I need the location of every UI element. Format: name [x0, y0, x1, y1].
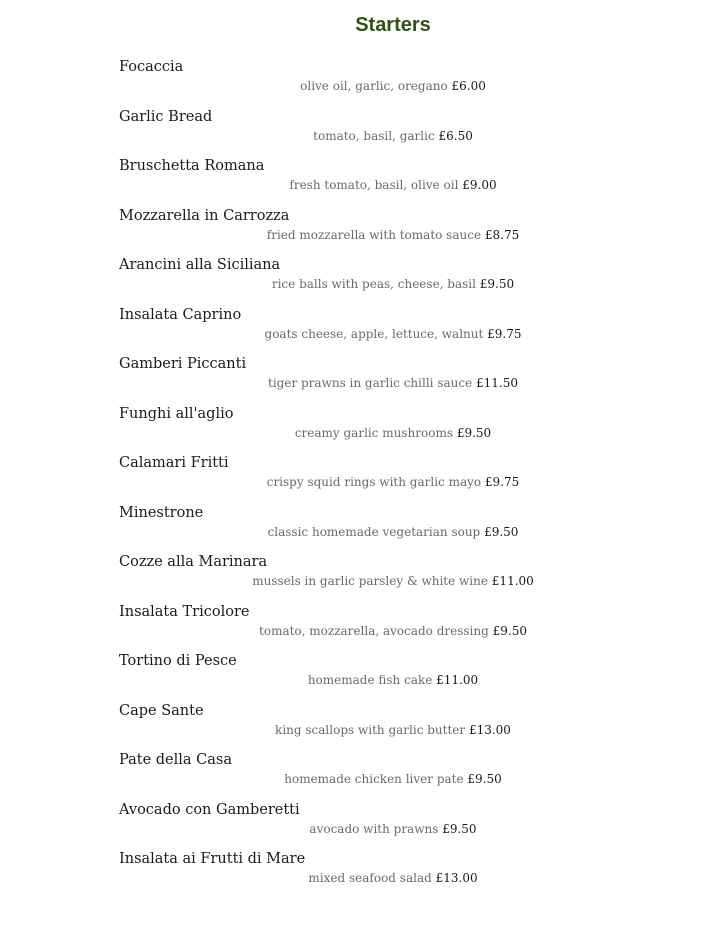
- menu-item: [0, 59, 712, 103]
- menu-item-description: classic homemade vegetarian soup: [267, 524, 485, 539]
- menu-item-name: Mozzarella in Carrozza: [119, 207, 290, 224]
- menu-item-name: Focaccia: [119, 59, 184, 75]
- menu-item-description: homemade fish cake: [307, 673, 437, 687]
- menu-item: [0, 208, 712, 252]
- menu-item: [0, 851, 712, 895]
- menu-item-detail: [0, 426, 712, 440]
- menu-item-description: fresh tomato, basil, olive oil: [289, 178, 463, 192]
- menu-item-name: Tortino di Pesce: [119, 653, 237, 669]
- menu-item-detail: [0, 376, 712, 390]
- menu-item: [0, 356, 712, 400]
- menu-item-price: £9.50: [442, 821, 477, 836]
- menu-item-name: Pate della Casa: [119, 752, 232, 768]
- menu-item-price: £9.50: [467, 772, 502, 786]
- menu-item-detail: [0, 277, 712, 291]
- menu-item-name: Arancini alla Siciliana: [119, 257, 281, 273]
- menu-item-name: Avocado con Gamberetti: [119, 801, 300, 818]
- menu-item: [0, 752, 712, 796]
- menu-item-description: tiger prawns in garlic chilli sauce: [268, 376, 476, 390]
- menu-item-name: Insalata Tricolore: [119, 603, 250, 620]
- menu-item-price: £13.00: [468, 722, 511, 737]
- menu-item-detail: [0, 673, 712, 687]
- menu-item-detail: [0, 772, 712, 786]
- menu-item: [0, 109, 712, 153]
- menu-item-description: rice balls with peas, cheese, basil: [271, 277, 480, 291]
- menu-item: [0, 257, 712, 301]
- menu-item: [0, 455, 712, 499]
- menu-item-price: £9.50: [484, 524, 519, 539]
- menu-item-name: Bruschetta Romana: [119, 158, 265, 174]
- menu-item-description: fried mozzarella with tomato sauce: [266, 227, 485, 242]
- menu-item-name: Cozze alla Marinara: [119, 554, 268, 570]
- menu-item-price: £11.00: [491, 574, 534, 588]
- menu-item-price: £9.00: [462, 178, 497, 192]
- menu-item-description: creamy garlic mushrooms: [294, 425, 457, 440]
- menu-item: [0, 307, 712, 351]
- menu-item-detail: [0, 79, 712, 93]
- menu-item-description: tomato, basil, garlic: [313, 128, 439, 143]
- menu-item-detail: [0, 624, 712, 638]
- section-title: Starters: [355, 14, 431, 36]
- menu-item: [0, 802, 712, 846]
- menu-item-name: Insalata ai Frutti di Mare: [119, 851, 306, 867]
- menu-item-detail: [0, 327, 712, 341]
- menu-item-price: £6.00: [451, 79, 486, 93]
- menu-item-detail: [0, 228, 712, 242]
- menu-item-description: king scallops with garlic butter: [275, 722, 469, 737]
- menu-item-detail: [0, 822, 712, 836]
- menu-item: [0, 554, 712, 598]
- menu-item-name: Minestrone: [119, 504, 204, 521]
- menu-item-detail: [0, 178, 712, 192]
- menu-item: [0, 604, 712, 648]
- menu-item-price: £9.75: [487, 326, 522, 341]
- menu-item-description: crispy squid rings with garlic mayo: [266, 475, 485, 489]
- menu-item-detail: [0, 871, 712, 885]
- menu-item-detail: [0, 723, 712, 737]
- menu-item-name: Cape Sante: [119, 702, 204, 719]
- menu-item-description: goats cheese, apple, lettuce, walnut: [264, 326, 488, 341]
- menu-item-description: tomato, mozzarella, avocado dressing: [259, 623, 493, 638]
- menu-item: [0, 703, 712, 747]
- menu-item-price: £9.50: [492, 623, 527, 638]
- menu-item-name: Funghi all'aglio: [119, 405, 234, 422]
- menu-item-price: £11.00: [436, 673, 479, 687]
- menu-item: [0, 406, 712, 450]
- menu-item-detail: [0, 525, 712, 539]
- menu-item-price: £13.00: [435, 871, 478, 885]
- menu-item-description: olive oil, garlic, oregano: [300, 79, 452, 93]
- menu-item-description: mixed seafood salad: [308, 871, 436, 885]
- menu-item-detail: [0, 574, 712, 588]
- menu-item-description: mussels in garlic parsley & white wine: [252, 574, 492, 588]
- menu-item-name: Calamari Fritti: [119, 455, 229, 471]
- menu-item: [0, 653, 712, 697]
- menu-item: [0, 505, 712, 549]
- menu-item-price: £9.75: [484, 475, 520, 489]
- menu-item-detail: [0, 475, 712, 489]
- menu-item-description: homemade chicken liver pate: [284, 772, 468, 786]
- menu-item-price: £8.75: [484, 227, 520, 242]
- menu-item-name: Gamberi Piccanti: [119, 356, 247, 372]
- menu-item-price: £9.50: [479, 277, 515, 291]
- menu-item-detail: [0, 129, 712, 143]
- menu-item-price: £9.50: [456, 425, 492, 440]
- menu-item-description: avocado with prawns: [309, 821, 443, 836]
- menu-item: [0, 158, 712, 202]
- menu-item-name: Insalata Caprino: [119, 306, 242, 323]
- menu-item-name: Garlic Bread: [119, 108, 213, 125]
- menu-item-price: £6.50: [438, 128, 473, 143]
- menu-item-price: £11.50: [476, 376, 518, 390]
